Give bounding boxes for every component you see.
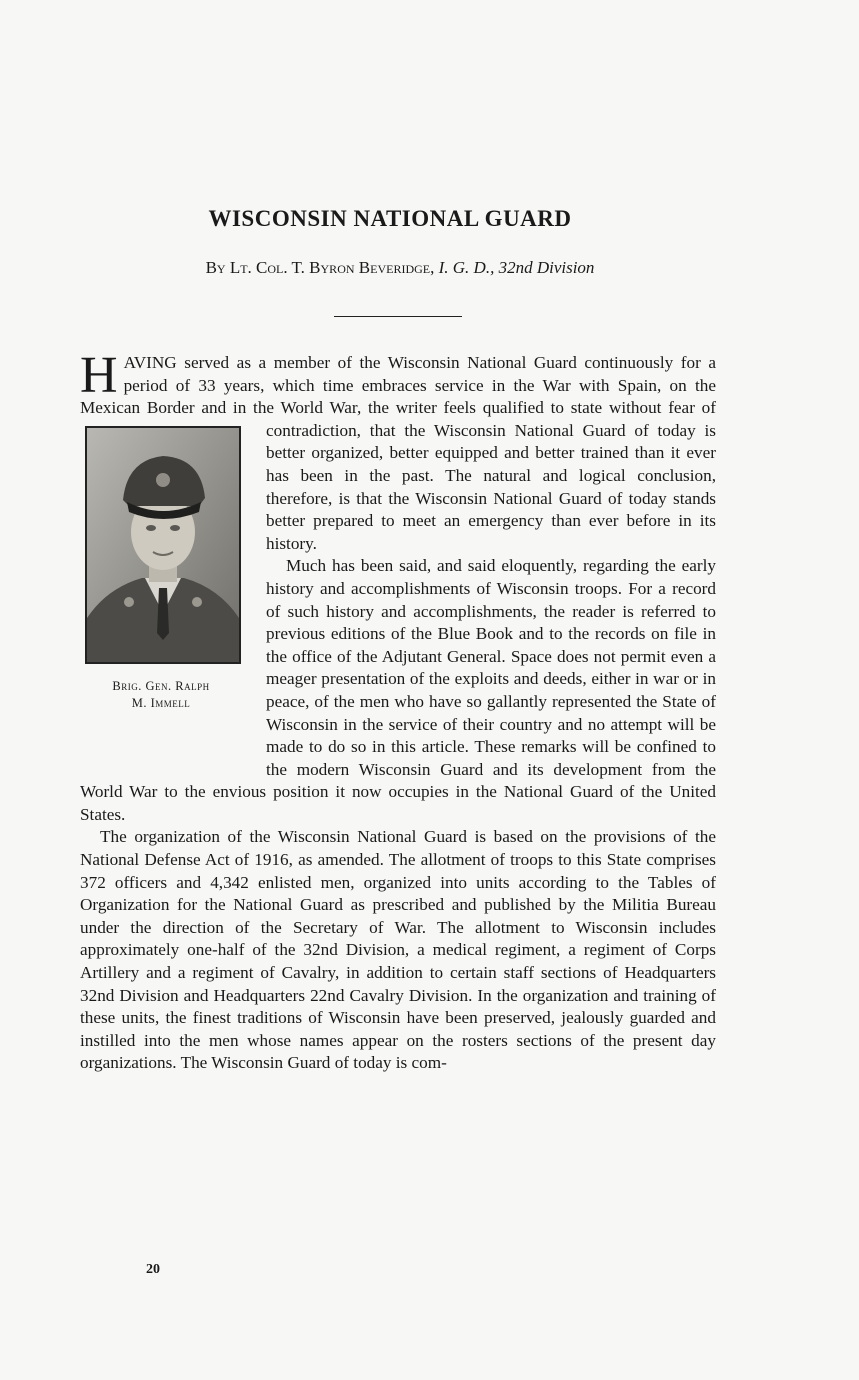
caption-line-2: M. Immell — [131, 695, 191, 710]
title-divider — [334, 316, 462, 317]
paragraph-1-text: AVING served as a member of the Wisconsin National Guard continuously for a period of 33 years, which time embraces service in the War with Spain, on the Mexican Border and in the World War, the writer feels qualified to state without fear Brig. Gen. Ralph M. Immell of contradiction, that the Wisconsin National Guard of today is better organized, better equipped and better trained than it ever has been in the past. The natural and logical conclusion, therefore, is that the Wisconsin National Guard of today stands better prepared to meet an emergency than ever before in its history. — [80, 353, 716, 553]
drop-cap: H — [80, 347, 118, 404]
portrait-photo — [85, 426, 241, 664]
byline — [0, 258, 800, 278]
article-title: WISCONSIN NATIONAL GUARD — [208, 206, 572, 231]
portrait-figure — [80, 426, 250, 760]
page-number: 20 — [146, 1262, 160, 1277]
byline-unit: I. G. D., 32nd Division — [438, 258, 595, 277]
article-body — [80, 347, 716, 1075]
byline-author: By Lt. Col. T. Byron Beveridge, — [205, 258, 439, 277]
paragraph-2: Much has been said, and said eloquently, regarding the early history and accomplishments of Wisconsin troops. For a record of such history and accomplishments, the reader is referred to previous editions of the Blue Book and to the records on file in the office of the Adjutant General. Space does not permit even a meager presentation of the exploits and deeds, either in war or in peace, of the men who have so gallantly represented the State of Wisconsin in the service of their country and no attempt will be made to do so in this article. These remarks will be confined to the modern Wisconsin Guard and its development from the World War to the envious position it now occupies in the National Guard of the United States. — [80, 556, 716, 824]
portrait-caption — [80, 678, 242, 712]
caption-line-1: Brig. Gen. Ralph — [112, 678, 210, 693]
paragraph-3: The organization of the Wisconsin National Guard is based on the provisions of the National Defense Act of 1916, as amended. The allotment of troops to this State comprises 372 officers and 4,342 enlisted men, organized into units according to the Tables of Organization for the National Guard as prescribed and published by the Militia Bureau under the direction of the Secretary of War. The allotment to Wisconsin includes approximately one-half of the 32nd Division, a medical regiment, a regiment of Corps Artillery and a regiment of Cavalry, in addition to certain staff sections of Headquarters 32nd Division and Headquarters 22nd Cavalry Division. In the organization and training of these units, the finest traditions of Wisconsin have been preserved, jealously guarded and instilled into the men whose names appear on the rosters sections of the present day organizations. The Wisconsin Guard of today is com- — [80, 827, 716, 1073]
portrait-image — [87, 428, 239, 662]
